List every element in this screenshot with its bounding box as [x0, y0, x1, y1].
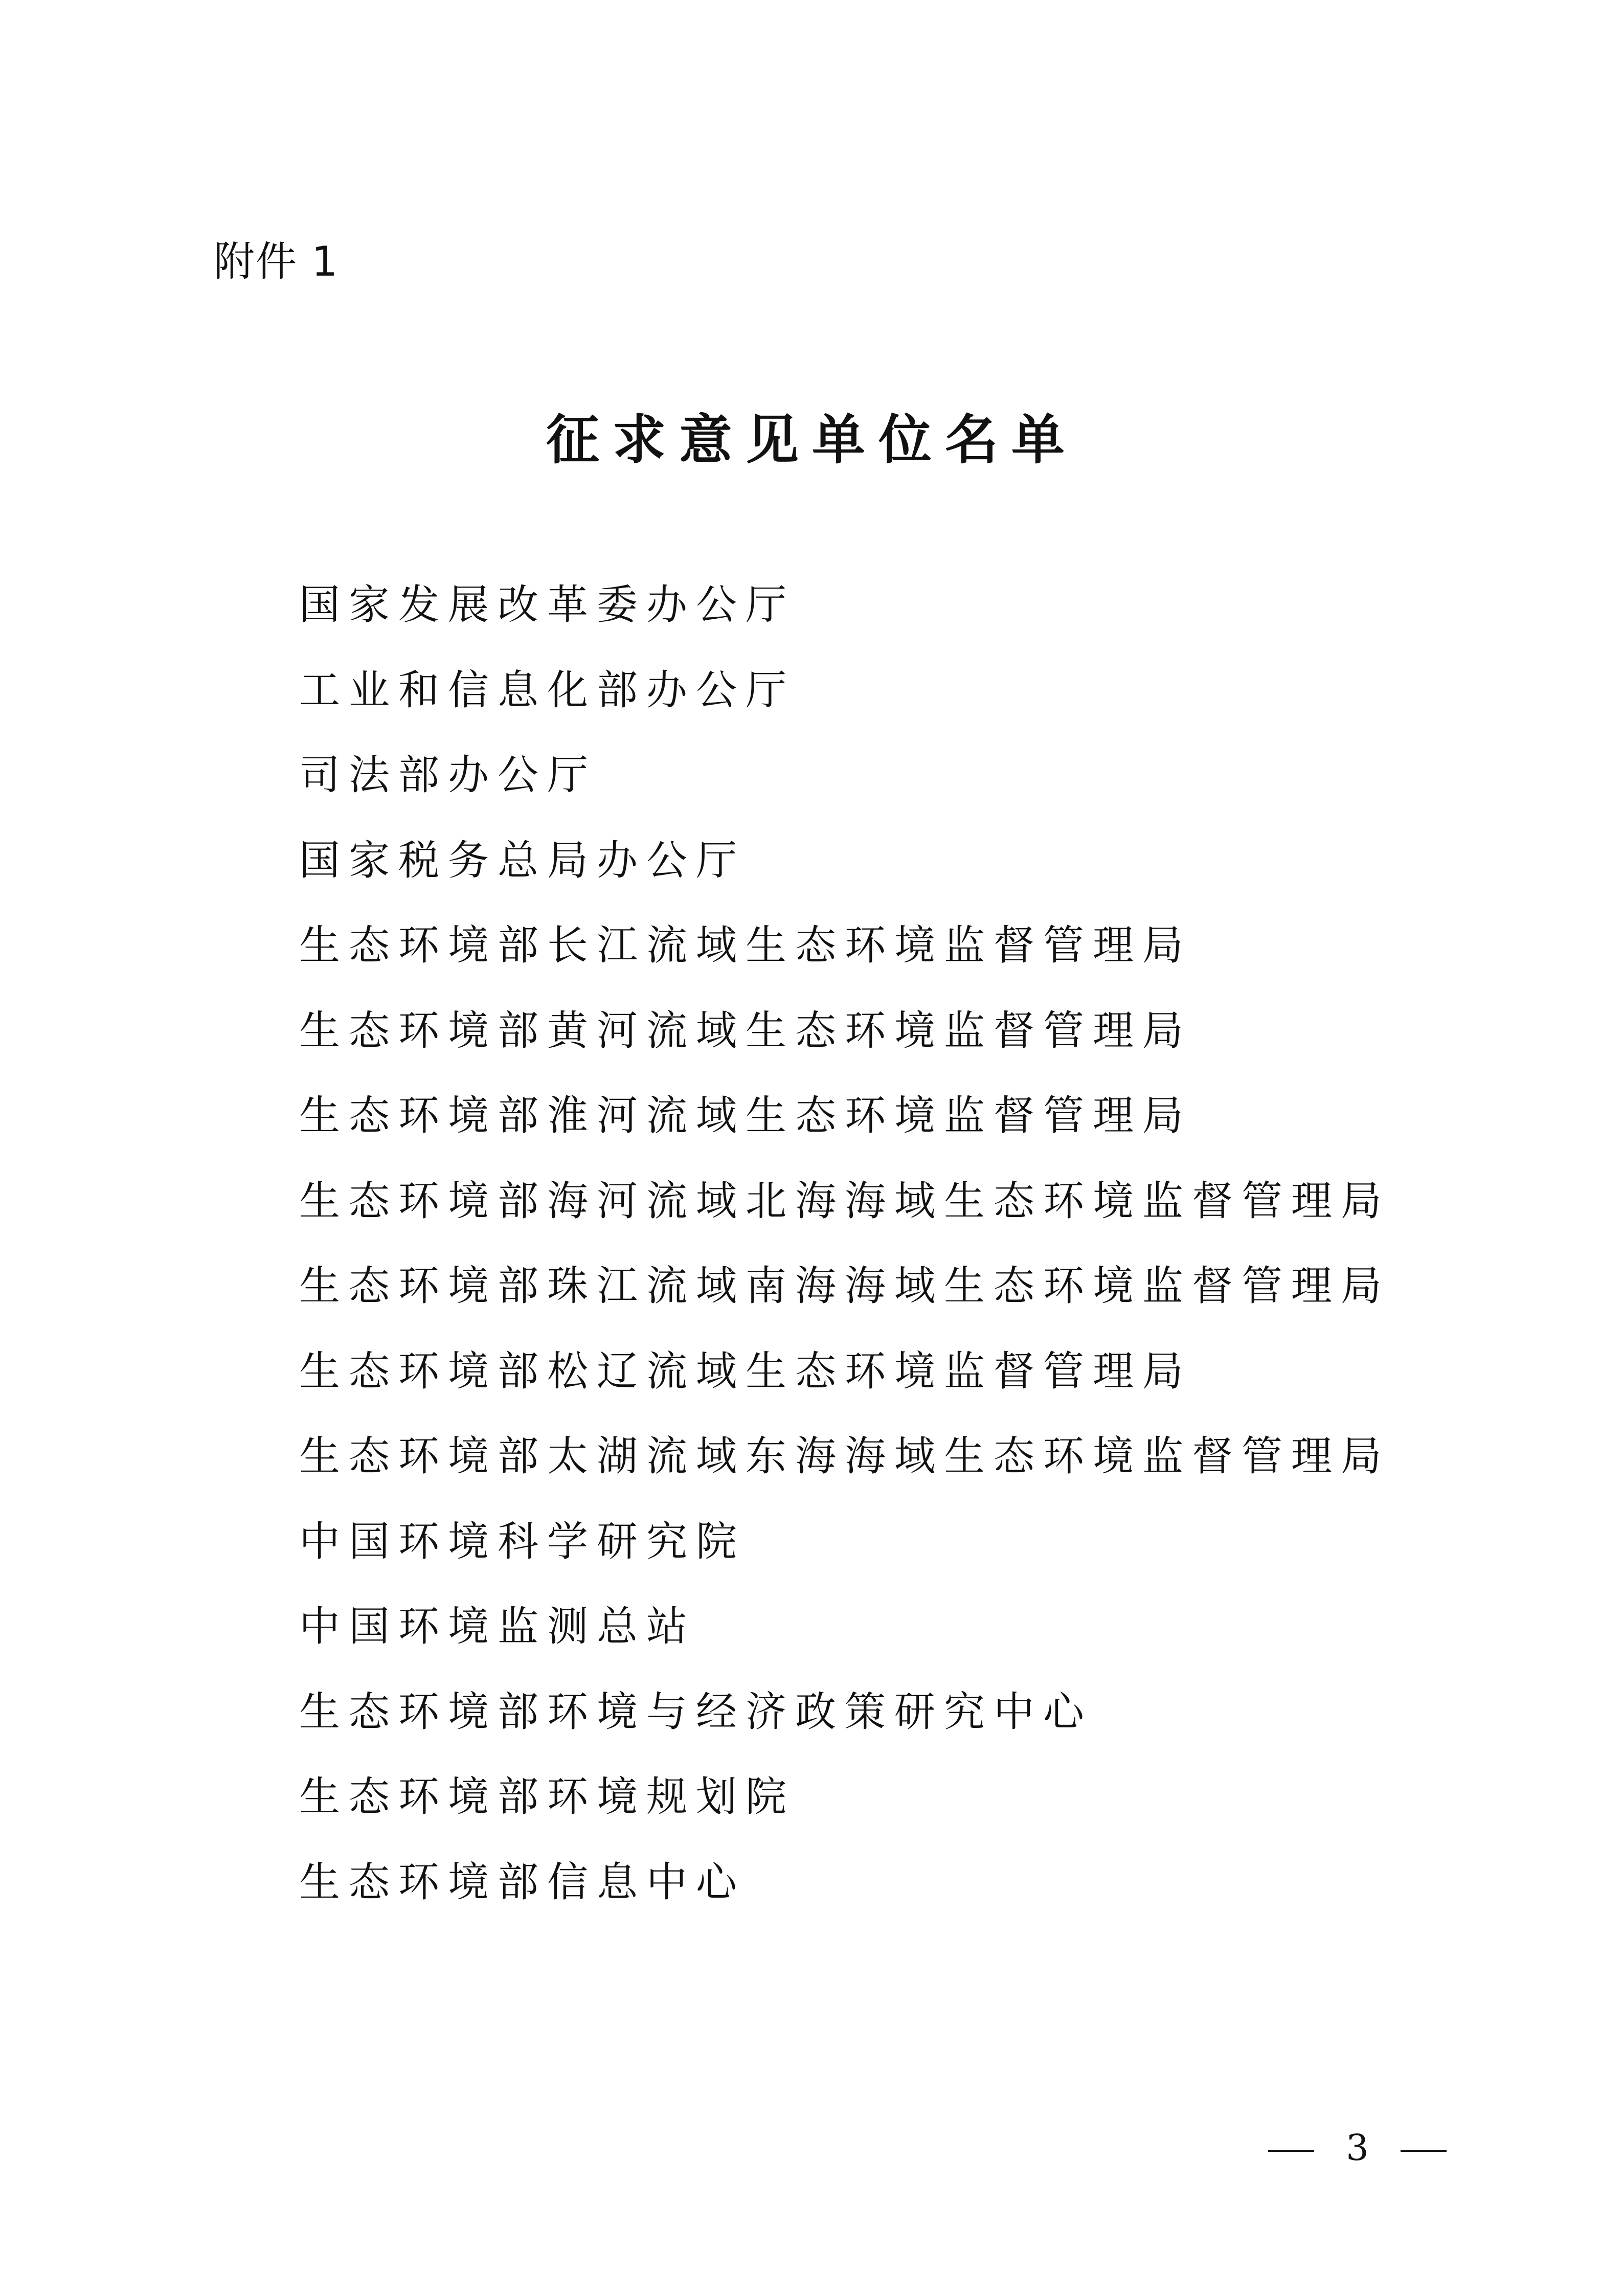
organization-item: 生态环境部松辽流域生态环境监督管理局 — [299, 1347, 1192, 1395]
page-number-right-dash — [1401, 2150, 1447, 2152]
organization-item: 工业和信息化部办公厅 — [299, 666, 795, 714]
organization-item: 生态环境部珠江流域南海海域生态环境监督管理局 — [299, 1262, 1390, 1310]
page-number: 3 — [1346, 2127, 1369, 2169]
attachment-label: 附件 1 — [214, 238, 339, 285]
page-number-left-dash — [1268, 2150, 1314, 2152]
organization-item: 生态环境部环境与经济政策研究中心 — [299, 1687, 1093, 1736]
organization-item: 司法部办公厅 — [299, 751, 597, 799]
organization-item: 生态环境部长江流域生态环境监督管理局 — [299, 921, 1192, 969]
document-title: 征求意见单位名单 — [546, 409, 1078, 471]
organization-item: 生态环境部太湖流域东海海域生态环境监督管理局 — [299, 1432, 1390, 1480]
organization-item: 生态环境部海河流域北海海域生态环境监督管理局 — [299, 1177, 1390, 1225]
organization-item: 中国环境科学研究院 — [299, 1517, 746, 1565]
page-number-footer — [1268, 2122, 1447, 2173]
organization-item: 生态环境部信息中心 — [299, 1858, 746, 1906]
organization-item: 生态环境部环境规划院 — [299, 1773, 795, 1820]
organization-item: 国家税务总局办公厅 — [299, 836, 746, 884]
organization-item: 生态环境部淮河流域生态环境监督管理局 — [299, 1092, 1192, 1139]
organization-list — [299, 572, 1390, 1934]
organization-item: 国家发展改革委办公厅 — [299, 581, 795, 628]
organization-item: 生态环境部黄河流域生态环境监督管理局 — [299, 1006, 1192, 1054]
organization-item: 中国环境监测总站 — [299, 1603, 696, 1650]
